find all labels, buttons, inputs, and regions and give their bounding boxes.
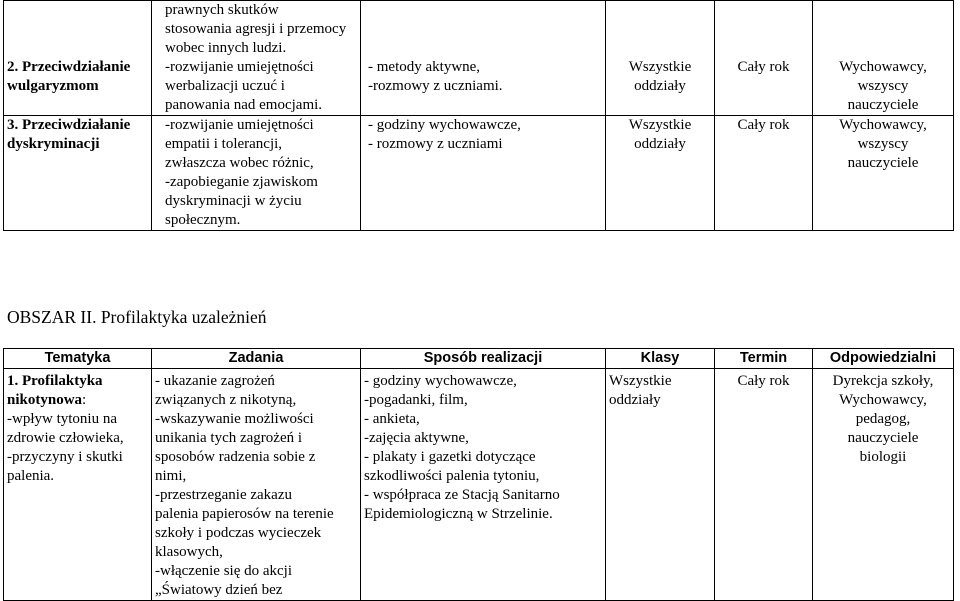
- task-line: nimi,: [155, 468, 187, 484]
- responsible-cell: [813, 1, 954, 116]
- task-line: -włączenie się do akcji: [155, 563, 293, 579]
- classes-line: Wszystkie: [628, 59, 692, 75]
- responsible-line: wszyscy: [857, 136, 909, 152]
- task-line: wobec innych ludzi.: [165, 40, 287, 56]
- topic-line: nikotynowa: [7, 392, 83, 408]
- task-line: stosowania agresji i przemocy: [165, 21, 347, 37]
- method-line: Epidemiologiczną w Strzelinie.: [364, 506, 553, 522]
- topic-line: 3. Przeciwdziałanie: [7, 117, 131, 133]
- classes-cell: [606, 369, 715, 601]
- task-line: unikania tych zagrożeń i: [155, 430, 303, 446]
- task-line: zwłaszcza wobec różnic,: [165, 155, 314, 171]
- task-line: związanych z nikotyną,: [155, 392, 297, 408]
- topic-cell: [4, 1, 152, 116]
- topic-cell: [4, 369, 152, 601]
- task-line: -rozwijanie umiejętności: [165, 117, 314, 133]
- table-row: [4, 369, 954, 601]
- responsible-line: nauczyciele: [847, 430, 919, 446]
- term-line: Cały rok: [737, 59, 790, 75]
- responsible-line: pedagog,: [855, 411, 911, 427]
- responsible-line: nauczyciele: [847, 97, 919, 113]
- topic-line: 2. Przeciwdziałanie: [7, 59, 131, 75]
- task-line: -wskazywanie możliwości: [155, 411, 314, 427]
- classes-line: oddziały: [609, 392, 661, 408]
- method-cell: [361, 116, 606, 231]
- measures-table: [3, 0, 954, 231]
- column-header: Odpowiedzialni: [813, 349, 954, 369]
- classes-line: oddziały: [634, 78, 686, 94]
- method-line: - godziny wychowawcze,: [368, 117, 521, 133]
- task-line: sposobów radzenia sobie z: [155, 449, 316, 465]
- method-cell: [361, 369, 606, 601]
- task-line: prawnych skutków: [165, 2, 279, 18]
- topic-line: dyskryminacji: [7, 136, 100, 152]
- topic-line: wulgaryzmom: [7, 78, 99, 94]
- method-line: -rozmowy z uczniami.: [368, 78, 503, 94]
- term-line: Cały rok: [737, 373, 790, 389]
- topic-line: zdrowie człowieka,: [7, 430, 124, 446]
- method-line: szkodliwości palenia tytoniu,: [364, 468, 540, 484]
- tasks-cell: [152, 1, 361, 116]
- column-header: Klasy: [606, 349, 715, 369]
- table-row: [4, 1, 954, 116]
- method-line: -zajęcia aktywne,: [364, 430, 469, 446]
- task-line: klasowych,: [155, 544, 223, 560]
- method-line: - metody aktywne,: [368, 59, 481, 75]
- task-line: -przestrzeganie zakazu: [155, 487, 292, 503]
- addiction-prevention-table: [3, 348, 954, 601]
- topic-line: palenia.: [7, 468, 55, 484]
- task-line: dyskryminacji w życiu: [165, 193, 302, 209]
- task-line: empatii i tolerancji,: [165, 136, 283, 152]
- method-line: - współpraca ze Stacją Sanitarno: [364, 487, 560, 503]
- method-line: - rozmowy z uczniami: [368, 136, 503, 152]
- topic-cell: [4, 116, 152, 231]
- tasks-cell: [152, 116, 361, 231]
- responsible-line: Wychowawcy,: [839, 59, 927, 75]
- method-line: - godziny wychowawcze,: [364, 373, 517, 389]
- responsible-line: Wychowawcy,: [839, 117, 927, 133]
- task-line: - ukazanie zagrożeń: [155, 373, 275, 389]
- method-line: - ankieta,: [364, 411, 420, 427]
- topic-suffix: :: [82, 392, 87, 408]
- responsible-line: biologii: [859, 449, 907, 465]
- method-line: - plakaty i gazetki dotyczące: [364, 449, 536, 465]
- term-line: Cały rok: [737, 117, 790, 133]
- term-cell: [715, 116, 813, 231]
- task-line: werbalizacji uczuć i: [165, 78, 285, 94]
- topic-line: -przyczyny i skutki: [7, 449, 123, 465]
- classes-line: oddziały: [634, 136, 686, 152]
- classes-cell: [606, 116, 715, 231]
- column-header: Zadania: [152, 349, 361, 369]
- task-line: społecznym.: [165, 212, 241, 228]
- task-line: panowania nad emocjami.: [165, 97, 323, 113]
- responsible-cell: [813, 369, 954, 601]
- task-line: „Światowy dzień bez: [155, 582, 283, 598]
- responsible-line: Dyrekcja szkoły,: [832, 373, 934, 389]
- method-cell: [361, 1, 606, 116]
- section-heading: OBSZAR II. Profilaktyka uzależnień: [7, 307, 267, 327]
- task-line: szkoły i podczas wycieczek: [155, 525, 322, 541]
- term-cell: [715, 369, 813, 601]
- responsible-line: nauczyciele: [847, 155, 919, 171]
- task-line: palenia papierosów na terenie: [155, 506, 334, 522]
- responsible-line: Wychowawcy,: [839, 392, 927, 408]
- task-line: -rozwijanie umiejętności: [165, 59, 314, 75]
- column-header: Tematyka: [4, 349, 152, 369]
- term-cell: [715, 1, 813, 116]
- responsible-line: wszyscy: [857, 78, 909, 94]
- tasks-cell: [152, 369, 361, 601]
- classes-cell: [606, 1, 715, 116]
- topic-line: 1. Profilaktyka: [7, 373, 103, 389]
- column-header: Sposób realizacji: [361, 349, 606, 369]
- column-header: Termin: [715, 349, 813, 369]
- table-row: [4, 116, 954, 231]
- table-header-row: [4, 349, 954, 369]
- responsible-cell: [813, 116, 954, 231]
- topic-line: -wpływ tytoniu na: [7, 411, 117, 427]
- method-line: -pogadanki, film,: [364, 392, 468, 408]
- task-line: -zapobieganie zjawiskom: [165, 174, 318, 190]
- classes-line: Wszystkie: [609, 373, 672, 389]
- classes-line: Wszystkie: [628, 117, 692, 133]
